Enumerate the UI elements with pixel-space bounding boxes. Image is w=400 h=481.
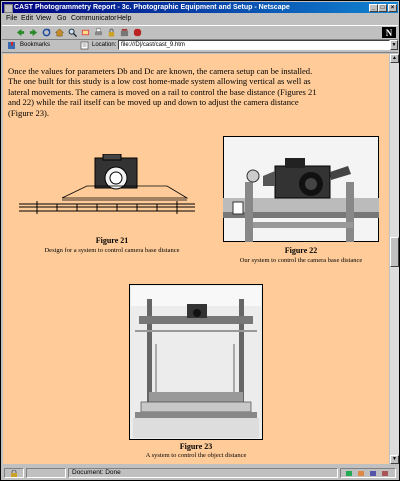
lock-status-section <box>4 468 24 478</box>
progress-section <box>26 468 66 478</box>
maximize-button[interactable]: □ <box>378 4 387 12</box>
bookmarks-button[interactable]: Bookmarks <box>20 42 51 48</box>
figure-22-title: Figure 22 <box>284 246 318 255</box>
figure-21-title: Figure 21 <box>95 236 129 245</box>
figure-23-title: Figure 23 <box>179 442 213 451</box>
figure-21-drawing <box>17 154 197 216</box>
menu-view[interactable]: View <box>36 15 52 22</box>
forward-icon[interactable] <box>29 28 38 37</box>
figure-23-caption: A system to control the object distance <box>145 452 247 459</box>
url-field[interactable]: file:///D|/cast/cast_9.htm <box>118 40 390 50</box>
component-icons[interactable] <box>345 470 393 477</box>
security-icon[interactable] <box>107 28 116 37</box>
figure-22-caption: Our system to control the camera base distance <box>239 257 363 264</box>
stop-icon[interactable] <box>133 28 142 37</box>
menu-bar <box>2 14 398 24</box>
menu-file[interactable]: File <box>6 15 18 22</box>
reload-icon[interactable] <box>42 28 51 37</box>
intro-paragraph <box>8 66 380 118</box>
page-proxy-icon[interactable] <box>80 41 89 50</box>
bookmarks-icon[interactable] <box>7 41 17 50</box>
location-toolbar <box>2 39 398 53</box>
netscape-logo-icon <box>382 27 396 38</box>
paragraph-line: (Figure 23). <box>8 107 50 118</box>
component-bar <box>340 468 396 478</box>
paragraph-line: and 22) while the rail itself can be moved up and down to adjust the camera distance <box>8 97 299 108</box>
navigation-toolbar <box>2 25 398 40</box>
paragraph-line: Once the values for parameters Db and Dc are known, the camera setup can be installed. <box>8 66 313 76</box>
close-button[interactable]: × <box>388 4 397 12</box>
scroll-thumb[interactable] <box>390 237 399 267</box>
paragraph-line: lateral movements. The camera is moved on a rail to control the base distance (Figures 21 <box>8 86 317 97</box>
scroll-down-icon[interactable]: ▼ <box>390 455 399 464</box>
figure-21-caption: Design for a system to control camera base distance <box>44 247 180 254</box>
menu-edit[interactable]: Edit <box>21 15 34 22</box>
home-icon[interactable] <box>55 28 64 37</box>
title-bar <box>2 2 398 13</box>
svg-text:N: N <box>385 28 393 38</box>
figure-23-photo <box>129 284 263 440</box>
status-text: Document: Done <box>68 468 338 478</box>
netscape-guide-icon[interactable] <box>81 28 90 37</box>
minimize-button[interactable]: _ <box>369 4 378 12</box>
location-label: Location: <box>92 42 117 48</box>
window-title: CAST Photogrammetry Report - 3c. Photographic Equipment and Setup - Netscape <box>14 4 290 11</box>
netscape-app-icon <box>4 4 13 13</box>
shop-icon[interactable] <box>120 28 129 37</box>
back-icon[interactable] <box>16 28 25 37</box>
search-icon[interactable] <box>68 28 77 37</box>
page-content <box>3 54 389 464</box>
figure-22-photo <box>223 136 379 242</box>
paragraph-line: The one built for this study is a low cost home-made system allowing vertical as well as <box>8 76 311 87</box>
menu-help[interactable]: Help <box>117 15 132 22</box>
vertical-scrollbar[interactable] <box>390 54 399 464</box>
menu-communicator[interactable]: Communicator <box>71 15 117 22</box>
url-dropdown-icon[interactable]: ▼ <box>391 42 397 48</box>
print-icon[interactable] <box>94 28 103 37</box>
lock-icon <box>10 470 18 477</box>
scroll-up-icon[interactable]: ▲ <box>390 54 399 63</box>
menu-go[interactable]: Go <box>57 15 67 22</box>
status-bar <box>2 467 398 480</box>
